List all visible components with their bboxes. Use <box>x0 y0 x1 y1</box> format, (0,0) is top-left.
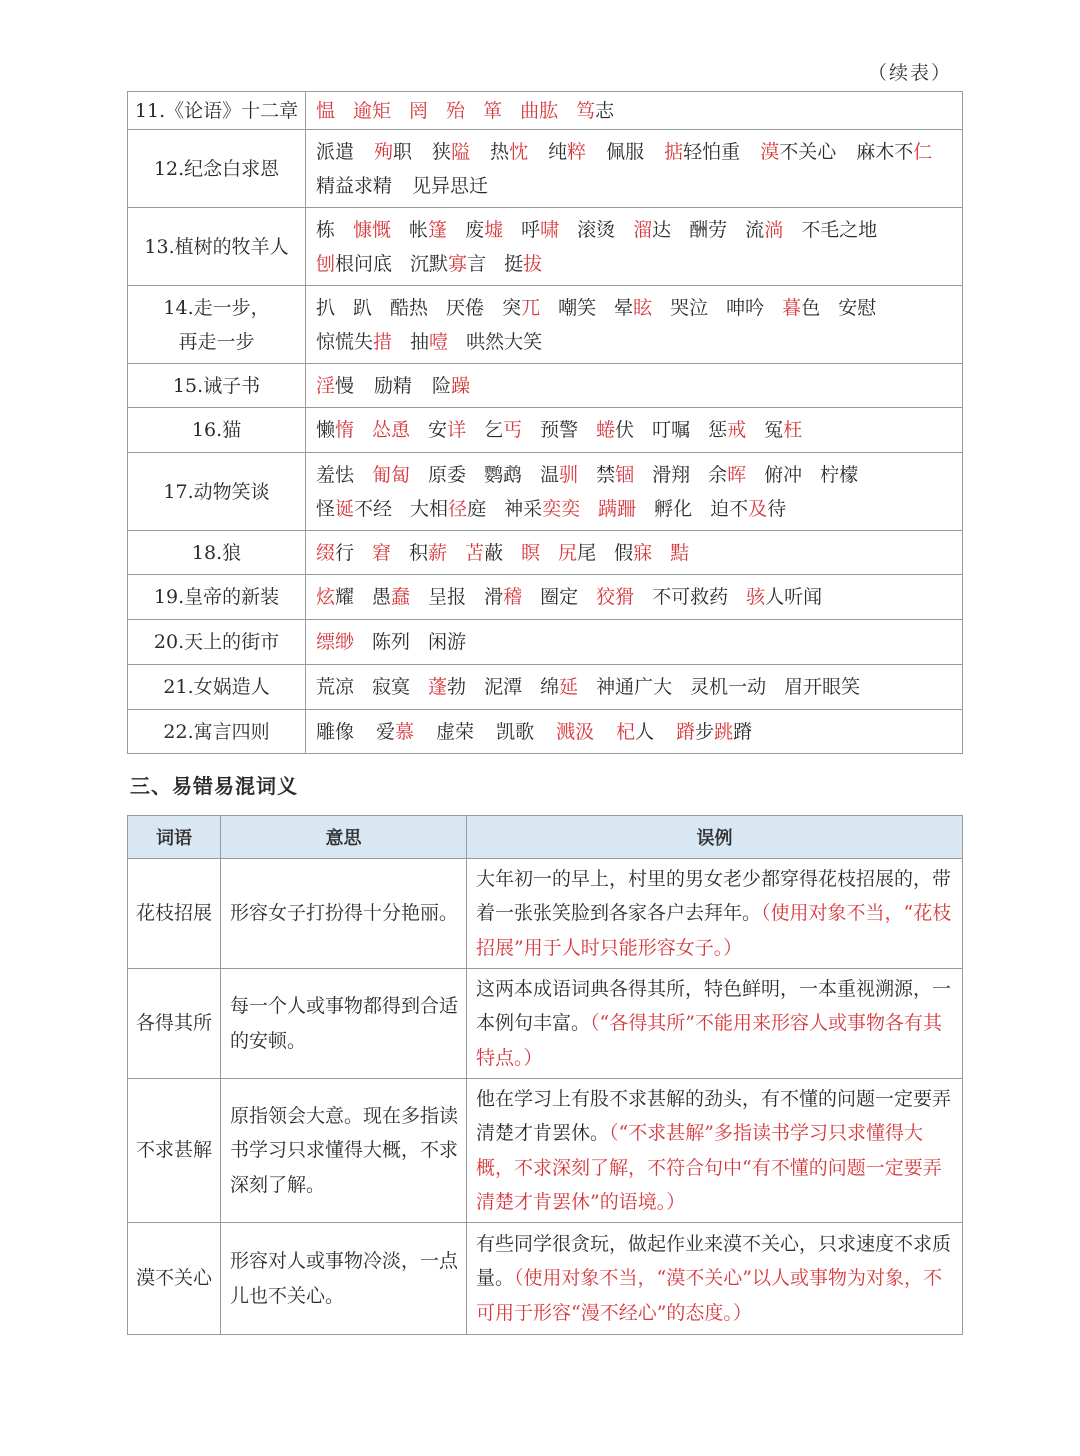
vocab-word: 愠 <box>316 99 336 122</box>
vocab-word: 废墟 <box>465 218 504 241</box>
vocab-word: 原委 <box>428 463 467 486</box>
vocab-word: 骇人听闻 <box>746 586 823 608</box>
vocab-word: 假寐 <box>614 541 653 564</box>
vocab-word: 不毛之地 <box>801 218 878 241</box>
vocab-word: 圈定 <box>540 586 579 608</box>
correction-note: （使用对象不当，“花枝招展”用于人时只能形容女子。） <box>476 902 952 959</box>
vocab-word: 险躁 <box>432 374 471 397</box>
vocab-word: 爱慕 <box>376 720 415 743</box>
vocab-word: 栋 <box>316 218 336 241</box>
vocab-word: 滚烫 <box>577 218 616 241</box>
vocab-word: 佩服 <box>606 140 645 163</box>
vocab-word: 绵延 <box>540 676 579 698</box>
correction-note: （使用对象不当，“漠不关心”以人或事物为对象，不可用于形容“漫不经心”的态度。） <box>476 1267 942 1324</box>
vocabulary-words <box>306 575 963 620</box>
vocab-word: 哭泣 <box>670 296 709 319</box>
vocab-word: 纯粹 <box>548 140 587 163</box>
vocab-word: 羞怯 <box>316 463 355 486</box>
vocab-word: 灵机一动 <box>690 676 767 698</box>
lesson-title: 20.天上的街市 <box>128 620 306 665</box>
term-cell: 各得其所 <box>128 969 221 1079</box>
vocab-word: 愚蠢 <box>372 586 411 608</box>
header-example: 误例 <box>467 816 963 859</box>
vocab-word: 暮色 <box>782 296 821 319</box>
vocab-word: 抽噎 <box>410 330 449 353</box>
vocabulary-words <box>306 453 963 531</box>
vocab-word: 预警 <box>540 419 579 441</box>
table-row <box>128 575 963 620</box>
table-row <box>128 531 963 575</box>
vocab-word: 蜷伏 <box>596 419 635 441</box>
vocab-word: 励精 <box>374 374 413 397</box>
lesson-title: 12.纪念白求恩 <box>128 130 306 208</box>
vocab-word: 突兀 <box>502 296 541 319</box>
lesson-title: 13.植树的牧羊人 <box>128 208 306 286</box>
vocab-word: 冤枉 <box>764 419 803 441</box>
example-cell <box>467 1223 963 1335</box>
vocab-word: 寂寞 <box>372 676 411 698</box>
term-cell: 漠不关心 <box>128 1223 221 1335</box>
vocab-word: 积薪 <box>409 541 448 564</box>
lesson-title: 14.走一步， 再走一步 <box>128 286 306 364</box>
meaning-cell: 形容女子打扮得十分艳丽。 <box>221 859 467 969</box>
vocab-word: 泥潭 <box>484 676 523 698</box>
vocab-word: 流淌 <box>745 218 784 241</box>
vocab-word: 见异思迁 <box>412 174 489 197</box>
vocab-word: 柠檬 <box>820 463 859 486</box>
table-row <box>128 710 963 754</box>
vocab-word: 孵化 <box>654 497 693 520</box>
vocab-word: 殉职 <box>374 140 413 163</box>
vocab-word: 安详 <box>428 419 467 441</box>
example-cell <box>467 1079 963 1223</box>
vocabulary-words <box>306 92 963 130</box>
vocab-word: 惩戒 <box>708 419 747 441</box>
wrong-example: 有些同学很贪玩，做起作业来漠不关心，只求速度不求质量。 <box>476 1232 952 1290</box>
vocab-word: 蓬勃 <box>428 676 467 698</box>
vocab-word: 麻木不仁 <box>856 140 933 163</box>
table-row <box>128 364 963 408</box>
vocab-word: 殆 <box>446 99 466 122</box>
vocabulary-words <box>306 364 963 408</box>
vocab-word: 蹒跚 <box>598 497 637 520</box>
vocab-word: 匍匐 <box>372 463 411 486</box>
vocab-word: 狡猾 <box>596 586 635 608</box>
table-row <box>128 130 963 208</box>
wrong-example: 这两本成语词典各得其所，特色鲜明，一本重视溯源，一本例句丰富。 <box>476 977 952 1035</box>
correction-note: （“各得其所”不能用来形容人或事物各有其特点。） <box>476 1012 942 1069</box>
vocab-word: 黠 <box>670 541 690 564</box>
term-cell: 花枝招展 <box>128 859 221 969</box>
vocab-word: 淫慢 <box>316 374 355 397</box>
vocabulary-words <box>306 208 963 286</box>
vocab-word: 热忱 <box>490 140 529 163</box>
vocab-word: 派遣 <box>316 140 355 163</box>
meaning-cell: 原指领会大意。现在多指读书学习只求懂得大概，不求深刻了解。 <box>221 1079 467 1223</box>
vocab-word: 懒惰 <box>316 419 355 441</box>
vocab-word: 慷慨 <box>353 218 392 241</box>
vocab-word: 凯歌 <box>496 720 535 743</box>
vocab-word: 大相径庭 <box>410 497 487 520</box>
vocab-word: 陈列 <box>372 631 411 653</box>
vocab-word: 沉默寡言 <box>410 252 487 275</box>
table-row <box>128 969 963 1079</box>
lesson-title: 21.女娲造人 <box>128 665 306 710</box>
vocab-word: 惊慌失措 <box>316 330 393 353</box>
vocab-word: 蹐步跳蹐 <box>676 720 753 743</box>
vocab-word: 尻尾 <box>558 541 597 564</box>
vocab-word: 溜达 <box>633 218 672 241</box>
vocab-word: 罔 <box>409 99 429 122</box>
vocab-word: 眉开眼笑 <box>784 676 861 698</box>
vocab-word: 俯冲 <box>764 463 803 486</box>
vocab-word: 厌倦 <box>446 296 485 319</box>
vocab-word: 苫蔽 <box>465 541 504 564</box>
table-row <box>128 859 963 969</box>
vocab-word: 鹦鹉 <box>484 463 523 486</box>
meaning-cell: 每一个人或事物都得到合适的安顿。 <box>221 969 467 1079</box>
header-term: 词语 <box>128 816 221 859</box>
lesson-title: 22.寓言四则 <box>128 710 306 754</box>
table-row <box>128 408 963 453</box>
lesson-title: 16.猫 <box>128 408 306 453</box>
vocab-word: 呈报 <box>428 586 467 608</box>
table-row <box>128 1079 963 1223</box>
table-header-row <box>128 816 963 859</box>
vocab-word: 荒凉 <box>316 676 355 698</box>
vocab-word: 箪 <box>483 99 503 122</box>
vocab-word: 酬劳 <box>689 218 728 241</box>
vocab-word: 哄然大笑 <box>466 330 543 353</box>
vocab-word: 晕眩 <box>614 296 653 319</box>
lesson-title: 17.动物笑谈 <box>128 453 306 531</box>
vocab-word: 炫耀 <box>316 586 355 608</box>
vocabulary-words <box>306 130 963 208</box>
table-row <box>128 92 963 130</box>
vocab-word: 安慰 <box>838 296 877 319</box>
vocab-word: 滑稽 <box>484 586 523 608</box>
vocab-word: 乞丐 <box>484 419 523 441</box>
table-row <box>128 453 963 531</box>
vocab-word: 不可救药 <box>652 586 729 608</box>
vocab-word: 呼啸 <box>521 218 560 241</box>
vocab-word: 迫不及待 <box>710 497 787 520</box>
vocab-word: 曲肱 <box>520 99 559 122</box>
vocab-word: 趴 <box>353 296 373 319</box>
table-row <box>128 208 963 286</box>
table-row <box>128 665 963 710</box>
vocabulary-words <box>306 665 963 710</box>
vocab-word: 挺拔 <box>504 252 543 275</box>
vocab-word: 怪诞不经 <box>316 497 393 520</box>
vocab-word: 酷热 <box>390 296 429 319</box>
vocab-word: 缀行 <box>316 541 355 564</box>
vocab-word: 缥缈 <box>316 631 355 653</box>
confusing-words-table <box>127 815 963 1335</box>
vocabulary-words <box>306 408 963 453</box>
vocab-word: 嘲笑 <box>558 296 597 319</box>
vocab-word: 帐篷 <box>409 218 448 241</box>
vocabulary-words <box>306 620 963 665</box>
vocab-word: 叮嘱 <box>652 419 691 441</box>
vocab-word: 刨根问底 <box>316 252 393 275</box>
vocab-word: 闲游 <box>428 631 467 653</box>
vocab-word: 扒 <box>316 296 336 319</box>
example-cell <box>467 969 963 1079</box>
vocabulary-words <box>306 286 963 364</box>
vocab-word: 神采奕奕 <box>504 497 581 520</box>
table-row <box>128 1223 963 1335</box>
vocab-word: 怂恿 <box>372 419 411 441</box>
vocab-word: 神通广大 <box>596 676 673 698</box>
vocabulary-words <box>306 710 963 754</box>
lesson-title: 11.《论语》十二章 <box>128 92 306 130</box>
correction-note: （“不求甚解”多指读书学习只求懂得大概，不求深刻了解，不符合句中“有不懂的问题一定要弄清楚才肯罢休”的语境。） <box>476 1122 942 1213</box>
vocab-word: 温驯 <box>540 463 579 486</box>
vocab-word: 余晖 <box>708 463 747 486</box>
lesson-title: 18.狼 <box>128 531 306 575</box>
vocab-word: 禁锢 <box>596 463 635 486</box>
section-title: 三、易错易混词义 <box>130 774 298 798</box>
vocab-word: 呻吟 <box>726 296 765 319</box>
continued-label: （续表） <box>867 62 952 84</box>
term-cell: 不求甚解 <box>128 1079 221 1223</box>
vocab-word: 精益求精 <box>316 174 393 197</box>
vocabulary-table <box>127 91 963 754</box>
vocab-word: 漠不关心 <box>760 140 837 163</box>
vocab-word: 瞑 <box>521 541 541 564</box>
vocab-word: 逾矩 <box>353 99 392 122</box>
wrong-example: 他在学习上有股不求甚解的劲头，有不懂的问题一定要弄清楚才肯罢休。 <box>476 1087 952 1144</box>
vocab-word: 雕像 <box>316 720 355 743</box>
lesson-title: 15.诫子书 <box>128 364 306 408</box>
vocabulary-words <box>306 531 963 575</box>
header-meaning: 意思 <box>221 816 467 859</box>
vocab-word: 虚荣 <box>436 720 475 743</box>
vocab-word: 掂轻怕重 <box>664 140 741 163</box>
example-cell <box>467 859 963 969</box>
table-row <box>128 286 963 364</box>
meaning-cell: 形容对人或事物冷淡，一点儿也不关心。 <box>221 1223 467 1335</box>
vocab-word: 溅汲 <box>556 720 595 743</box>
vocab-word: 杞人 <box>616 720 655 743</box>
wrong-example: 大年初一的早上，村里的男女老少都穿得花枝招展的，带着一张张笑脸到各家各户去拜年。 <box>476 867 952 925</box>
vocab-word: 滑翔 <box>652 463 691 486</box>
vocab-word: 狭隘 <box>432 140 471 163</box>
table-row <box>128 620 963 665</box>
vocab-word: 窘 <box>372 541 392 564</box>
lesson-title: 19.皇帝的新装 <box>128 575 306 620</box>
vocab-word: 笃志 <box>576 99 615 122</box>
